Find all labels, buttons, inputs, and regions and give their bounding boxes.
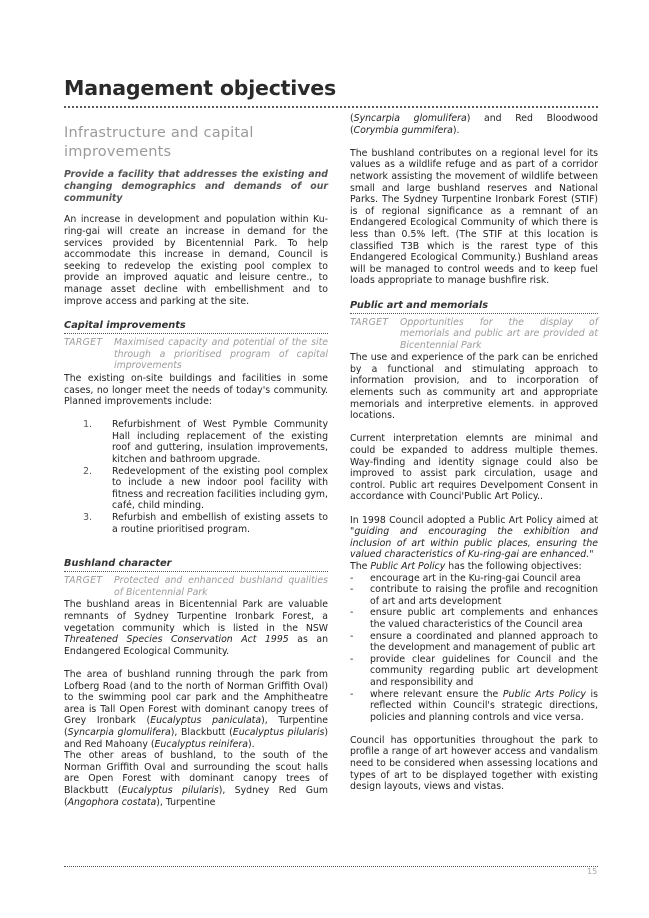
- list-number: 3.: [83, 512, 92, 524]
- policy-objectives-list: [350, 573, 598, 724]
- bushland-paragraph-1: The bushland areas in Bicentennial Park are valuable remnants of Sydney Turpentine Ironbark Forest, a vegetation community which is listed in the NSW Threatened Species Conservation Act 1995 as an Endangered Ecological Community.: [64, 599, 329, 657]
- target-label: TARGET: [64, 575, 103, 587]
- list-item: [64, 419, 328, 465]
- target-label: TARGET: [350, 316, 389, 328]
- public-art-policy-paragraph: In 1998 Council adopted a Public Art Policy aimed at "guiding and encouraging the exhibition and inclusion of art within public places, ensuring the valued characteristics of Ku-ring-gai are enhanced.": [350, 514, 598, 561]
- page-title: Management objectives: [64, 76, 336, 100]
- left-column: [64, 124, 328, 808]
- page-number: 15: [587, 867, 598, 876]
- target-bushland: [64, 575, 328, 598]
- planned-improvements-list: [64, 419, 328, 535]
- public-art-paragraph-5: Council has opportunities throughout the park to profile a range of art however access and vandalism need to be considered when assessing locations and types of art to be displayed together with existing design layouts, views and vistas.: [350, 734, 598, 793]
- target-text: Maximised capacity and potential of the site through a prioritised program of capital improvements: [114, 337, 328, 372]
- list-item: - ensure public art complements and enhances the valued characteristics of the Council area: [350, 607, 598, 630]
- list-item: - provide clear guidelines for Council and the community regarding public art development and responsibility and: [350, 653, 598, 688]
- footer-divider: [64, 866, 598, 867]
- target-text: Protected and enhanced bushland qualities of Bicentennial Park: [114, 575, 328, 598]
- list-item: - where relevant ensure the Public Arts Policy is reflected within Council's strategic directions, policies and planning controls and vice versa.: [350, 688, 599, 723]
- target-text: Opportunities for the display of memorials and public art are provided at Bicentennial Park: [400, 316, 598, 351]
- target-public-art: [350, 317, 598, 352]
- bushland-paragraph-2: The area of bushland running through the park from Lofberg Road (and to the north of Norman Griffith Oval) to the swimming pool car park and the Amphitheatre area is Tall Open Forest with dominant canopy trees of Grey Ironbark (Eucalyptus paniculata), Turpentine (Syncarpia glomulifera), Blackbutt (Eucalyptus pilularis) and Red Mahoany (Eucalyptus reinifera).: [64, 668, 329, 750]
- bushland-continuation: (Syncarpia glomulifera) and Red Bloodwood (Corymbia gummifera).: [350, 113, 598, 136]
- right-column: [350, 113, 598, 793]
- capital-body: The existing on-site buildings and facilities in some cases, no longer meet the needs of today's community. Planned improvements include:: [64, 372, 328, 408]
- list-item: - contribute to raising the profile and recognition of art and arts development: [350, 584, 598, 607]
- infrastructure-intro: An increase in development and population within Ku-ring-gai will create an increase in demand for the services provided by Bicentennial Park. To help accommodate this increase in demand, Council is seeking to redevelop the existing pool complex to provide an improved aquatic and leisure centre., to manage asset decline with embellishment and to improve access and parking at the site.: [64, 214, 328, 307]
- regional-significance-paragraph: The bushland contributes on a regional level for its values as a wildlife refuge and as part of a corridor network assisting the movement of wildlife between small and large bushland reserves and National Parks. The Sydney Turpentine Ironbark Forest (STIF) is of regional significance as a remnant of an Endangered Ecological Community of which there is less than 0.5% left. (The STIF at this location is classified T3B which is the rarest type of this Endangered Ecological Community.) Bushland areas will be managed to control weeds and to keep fuel loads appropriate to manage bushfire risk.: [350, 147, 598, 287]
- list-number: 1.: [83, 419, 92, 431]
- bushland-paragraph-3: The other areas of bushland, to the south of the Norman Griffith Oval and surrounding the scout halls are Open Forest with dominant canopy trees of Blackbutt (Eucalyptus pilularis), Sydney Red Gum (Angophora costata), Turpentine: [64, 750, 328, 808]
- title-divider: [64, 106, 598, 108]
- public-art-paragraph-1: The use and experience of the park can be enriched by a functional and stimulating approach to information provision, and to incorporation of elements such as community art and appropriate memorials and interpretive elements. in approved locations.: [350, 352, 598, 422]
- list-item: - encourage art in the Ku-ring-gai Council area: [350, 572, 581, 584]
- public-art-paragraph-2: Current interpretation elemnts are minimal and could be expanded to address multiple themes. Way-finding and identity signage could also be improved to assist park circulation, usage and control. Public art requires Develpoment Consent in accordance with Counci'Public Art Policy..: [350, 433, 598, 503]
- list-item: - ensure a coordinated and planned approach to the development and management of public art: [350, 630, 598, 654]
- list-item: [64, 466, 328, 512]
- target-label: TARGET: [64, 337, 103, 349]
- list-text: Refurbish and embellish of existing assets to a routine prioritised program.: [112, 512, 328, 535]
- list-number: 2.: [83, 465, 92, 477]
- policy-objectives-intro: The Public Art Policy has the following objectives:: [350, 560, 582, 572]
- list-item: [64, 512, 328, 535]
- subheading-bushland-character: Bushland character: [64, 557, 328, 572]
- subheading-public-art: Public art and memorials: [350, 299, 598, 314]
- subheading-capital-improvements: Capital improvements: [64, 319, 328, 334]
- section-objective: Provide a facility that addresses the existing and changing demographics and demands of our community: [64, 169, 328, 204]
- target-capital: [64, 337, 328, 372]
- list-text: Redevelopment of the existing pool complex to include a new indoor pool facility with fitness and recreation facilities including gym, café, child minding.: [112, 465, 328, 512]
- section-title-infrastructure: Infrastructure and capital improvements: [64, 125, 254, 160]
- list-text: Refurbishment of West Pymble Community Hall including replacement of the existing roof and guttering, insulation improvements, kitchen and bathroom upgrade.: [112, 419, 328, 466]
